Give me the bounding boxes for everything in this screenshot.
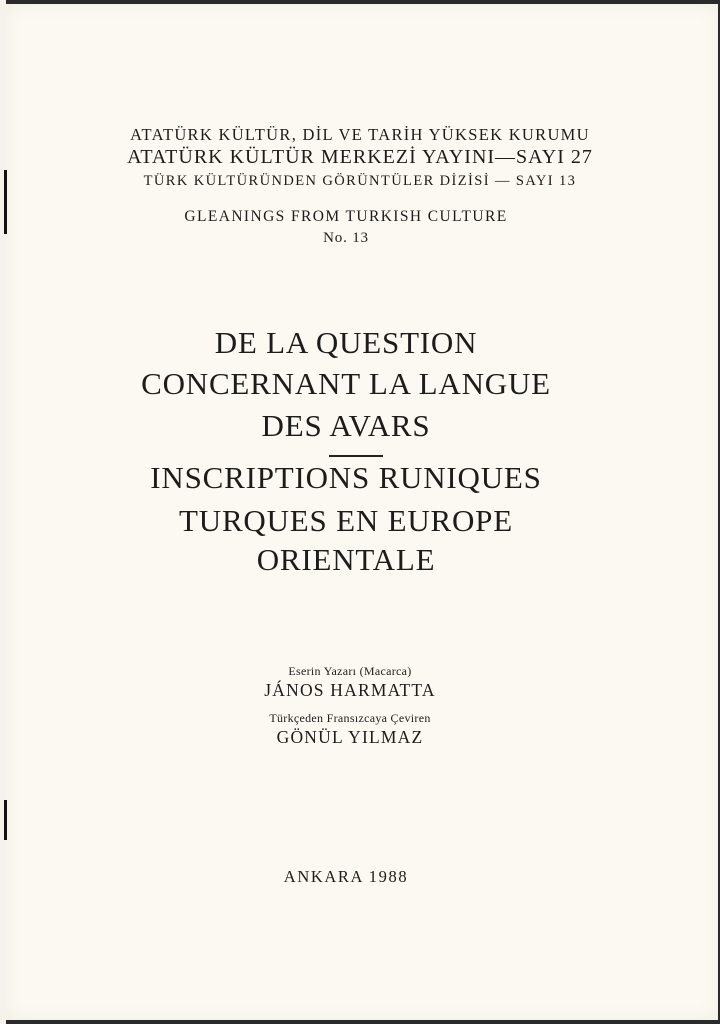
series-english-line: GLEANINGS FROM TURKISH CULTURE xyxy=(184,208,508,225)
title-first-line-2: CONCERNANT LA LANGUE xyxy=(141,366,551,401)
translator-label: Türkçeden Fransızcaya Çeviren xyxy=(269,711,431,725)
title-first-line-3: DES AVARS xyxy=(261,408,431,443)
translator-name: GÖNÜL YILMAZ xyxy=(276,727,424,747)
title-divider xyxy=(329,455,383,457)
title-second-line-1: INSCRIPTIONS RUNIQUES xyxy=(150,460,542,495)
series-sub-line: TÜRK KÜLTÜRÜNDEN GÖRÜNTÜLER DİZİSİ — SAYI 13 xyxy=(143,173,577,189)
title-second-line-3: ORIENTALE xyxy=(256,542,436,577)
series-number: No. 13 xyxy=(323,230,369,246)
spine-binding-mark-lower xyxy=(4,800,7,840)
series-main-line: ATATÜRK KÜLTÜR MERKEZİ YAYINI—SAYI 27 xyxy=(127,146,593,168)
author-label: Eserin Yazarı (Macarca) xyxy=(288,664,412,678)
author-name: JÁNOS HARMATTA xyxy=(264,680,436,700)
title-second-line-2: TURQUES EN EUROPE xyxy=(179,503,513,538)
institution-line: ATATÜRK KÜLTÜR, DİL VE TARİH YÜKSEK KURUMU xyxy=(130,125,590,144)
title-first-line-1: DE LA QUESTION xyxy=(214,325,478,360)
imprint-place-year: ANKARA 1988 xyxy=(283,867,409,886)
